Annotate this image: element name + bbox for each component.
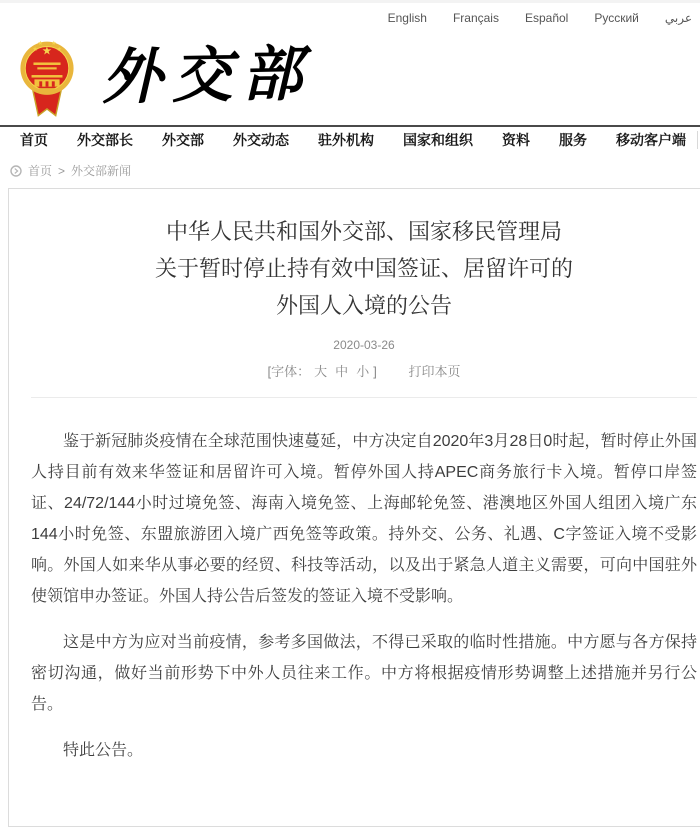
nav-item-services[interactable]: 服务	[559, 132, 587, 148]
article-paragraph-1: 鉴于新冠肺炎疫情在全球范围快速蔓延，中方决定自2020年3月28日0时起，暂时停止外国人持目前有效来华签证和居留许可入境。暂停外国人持APEC商务旅行卡入境。暂停口岸签证、24/72/144小时过境免签、海南入境免签、上海邮轮免签、港澳地区外国人组团入境广东144小时免签、东盟旅游团入境广西免签等政策。持外交、公务、礼遇、C字签证入境不受影响。外国人如来华从事必要的经贸、科技等活动，以及出于紧急人道主义需要，可向中国驻外使领馆申办签证。外国人持公告后签发的签证入境不受影响。	[31, 433, 697, 605]
ministry-calligraphy: 外交部	[101, 40, 313, 111]
nav-item-foreign-minister[interactable]: 外交部长	[77, 132, 133, 148]
article-body	[9, 398, 700, 766]
breadcrumb-home-icon	[10, 165, 22, 177]
main-nav	[0, 125, 700, 153]
article-date: 2020-03-26	[333, 338, 395, 352]
article-title-line-1: 中华人民共和国外交部、国家移民管理局	[165, 219, 562, 244]
lang-link-french[interactable]: Français	[452, 11, 499, 25]
site-logo[interactable]	[18, 32, 312, 120]
print-page-button[interactable]: 打印本页	[408, 364, 461, 379]
nav-item-diplomatic-news[interactable]: 外交动态	[233, 132, 289, 148]
svg-text:★: ★	[32, 46, 38, 53]
nav-item-overseas-missions[interactable]: 驻外机构	[318, 132, 374, 148]
breadcrumb-home-link[interactable]: 首页	[28, 164, 53, 178]
svg-text:★: ★	[37, 41, 43, 48]
svg-text:★: ★	[56, 46, 62, 53]
lang-link-spanish[interactable]: Español	[524, 11, 569, 25]
article-paragraph-3: 特此公告。	[63, 742, 144, 759]
font-size-label-open: [字体：	[267, 364, 311, 379]
article-title-line-2: 关于暂时停止持有效中国签证、居留许可的	[154, 256, 573, 281]
nav-item-ministry[interactable]: 外交部	[162, 132, 204, 148]
site-header	[0, 27, 700, 125]
nav-item-mobile-client[interactable]: 移动客户端	[616, 132, 686, 148]
svg-text:★: ★	[41, 44, 53, 58]
article-toolbar	[9, 361, 700, 380]
svg-text:★: ★	[51, 41, 57, 48]
font-size-medium-button[interactable]: 中	[335, 364, 349, 379]
breadcrumb	[0, 153, 700, 188]
article-title-line-3: 外国人入境的公告	[275, 293, 452, 318]
nav-item-home[interactable]: 首页	[20, 132, 48, 148]
font-size-large-button[interactable]: 大	[314, 364, 328, 379]
nav-item-countries-organizations[interactable]: 国家和组织	[403, 132, 473, 148]
breadcrumb-current: 外交部新闻	[71, 164, 132, 178]
nav-item-resources[interactable]: 资料	[502, 132, 530, 148]
font-size-small-button[interactable]: 小	[356, 364, 370, 379]
breadcrumb-separator: >	[58, 163, 66, 178]
language-bar	[0, 3, 700, 25]
article-title	[9, 213, 700, 324]
lang-link-english[interactable]: English	[387, 11, 427, 25]
lang-link-russian[interactable]: Русский	[594, 11, 639, 25]
article-paragraph-2: 这是中方为应对当前疫情，参考多国做法，不得已采取的临时性措施。中方愿与各方保持密切沟通，做好当前形势下中外人员往来工作。中方将根据疫情形势调整上述措施并另行公告。	[31, 634, 697, 713]
article-container	[8, 188, 700, 827]
lang-link-arabic[interactable]: عربي	[664, 11, 692, 25]
nav-right-divider	[697, 131, 698, 149]
national-emblem-icon	[18, 32, 76, 120]
font-size-label-close: ]	[373, 364, 377, 379]
